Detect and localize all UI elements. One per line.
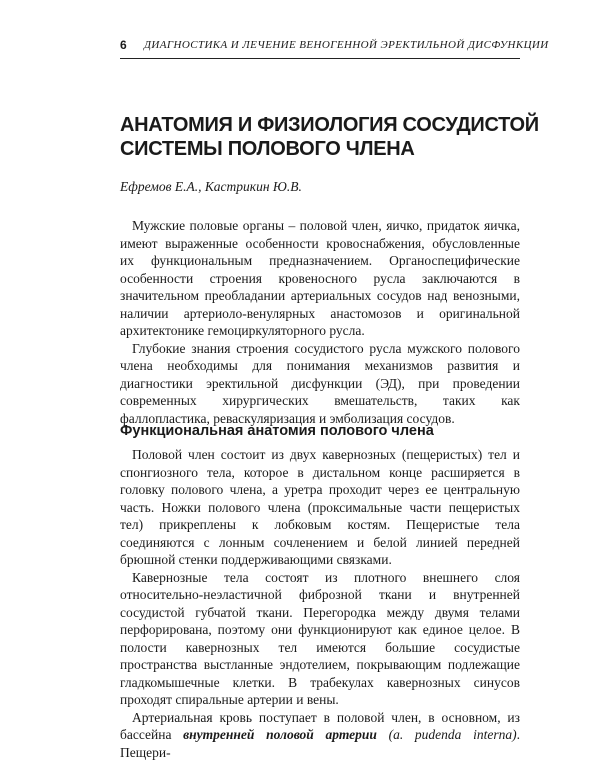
paragraph-3-end: . Пещери- (120, 727, 520, 760)
page-number: 6 (120, 38, 127, 52)
running-title: ДИАГНОСТИКА И ЛЕЧЕНИЕ ВЕНОГЕННОЙ ЭРЕКТИЛЬНОЙ ДИСФУНКЦИИ (144, 39, 549, 51)
intro-paragraph-2: Глубокие знания строения сосудистого русла мужского полового члена необходимы для понимания механизмов развития и диагностики эректильной дисфункции (ЭД), при проведении современных хирургических вмешательств, таких как фаллопластика, реваскуляризация и эмболизация сосудов. (120, 340, 520, 428)
section-paragraph-3 (120, 709, 520, 761)
section-paragraph-2: Кавернозные тела состоят из плотного внешнего слоя относительно-неэластичной фиброзной ткани и внутренней сосудистой губчатой ткани. Перегородка между двумя телами перфорирована, поэтому они функционируют как единое целое. В полости кавернозных тел имеются большие сосудистые пространства выстланные эндотелием, покрывающим подлежащие гладкомышечные клетки. В трабекулах кавернозных синусов проходят спиральные артерии и вены. (120, 569, 520, 709)
latin-term: (a. pudenda interna) (377, 727, 517, 742)
section-paragraph-1: Половой член состоит из двух кавернозных (пещеристых) тел и спонгиозного тела, которое в дистальном конце расширяется в головку полового члена, а уретра проходит через ее центральную часть. Ножки полового члена (проксимальные части пещеристых тел) прикреплены к лобковым костям. Пещеристые тела соединяются с лонным сочленением и белой линией передней брюшной стенки поддерживающими связками. (120, 446, 520, 569)
chapter-title-line2: СИСТЕМЫ ПОЛОВОГО ЧЛЕНА (120, 138, 415, 160)
page-header (120, 36, 520, 59)
chapter-title-line1: АНАТОМИЯ И ФИЗИОЛОГИЯ СОСУДИСТОЙ (120, 114, 539, 136)
intro-text (120, 217, 520, 427)
artery-term: внутренней половой артерии (183, 727, 377, 742)
section-title: Функциональная анатомия полового члена (120, 423, 520, 439)
authors: Ефремов Е.А., Кастрикин Ю.В. (120, 179, 302, 195)
section-text (120, 446, 520, 761)
intro-paragraph-1: Мужские половые органы – половой член, яичко, придаток яичка, имеют выраженные особенности кровоснабжения, обусловленные их функциональным предназначением. Органоспецифические особенности строения кровеносного русла заключаются в значительном преобладании артериальных сосудов над венозными, наличии артериоло-венулярных анастомозов и оригинальной архитектонике гемоциркуляторного русла. (120, 217, 520, 340)
paragraph-3-start: Артериальная кровь поступает в половой член, в основном, из бассейна (120, 710, 520, 743)
chapter-title (120, 113, 540, 161)
